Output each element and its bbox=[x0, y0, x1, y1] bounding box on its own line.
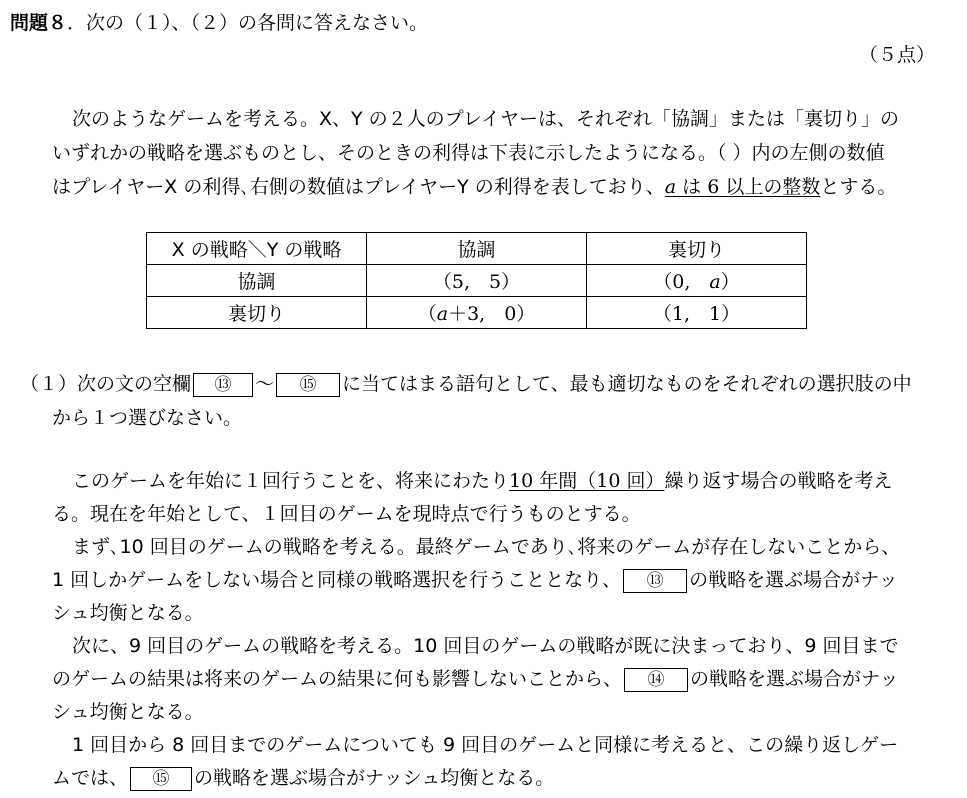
row-label-defect: 裏切り bbox=[147, 297, 367, 329]
body-p1-text-end: 繰り返す場合の戦略を考え bbox=[664, 470, 893, 492]
question-1-lead: （１）次の文の空欄 bbox=[20, 373, 192, 395]
payoff-defect-cooperate bbox=[367, 297, 587, 329]
intro-line-1: 次のようなゲームを考える。X、Y の２人のプレイヤーは、それぞれ「協調」または「裏切り」の bbox=[72, 108, 899, 130]
intro-line-3 bbox=[52, 174, 896, 200]
body-p3-text: のゲームの結果は将来のゲームの結果に何も影響しないことから、 bbox=[52, 668, 623, 690]
intro-line-2: いずれかの戦略を選ぶものとし、そのときの利得は下表に示したようになる。（ ）内の左側の数値 bbox=[52, 142, 885, 164]
intro-line-3-text: はプレイヤーX の利得､右側の数値はプレイヤーY の利得を表しており、 bbox=[52, 176, 665, 198]
payoff-defect-defect: （1, 1） bbox=[587, 297, 807, 329]
table-header-cooperate: 協調 bbox=[367, 233, 587, 265]
row-label-cooperate: 協調 bbox=[147, 265, 367, 297]
table-header-defect: 裏切り bbox=[587, 233, 807, 265]
intro-line-3-end: とする。 bbox=[820, 176, 897, 198]
question-1-line-2: から１つ選びなさい。 bbox=[52, 407, 243, 429]
body-p1-line-2: る。現在を年始として、１回目のゲームを現時点で行うものとする。 bbox=[52, 503, 641, 525]
body-p2-line-2 bbox=[52, 567, 898, 593]
blank-13-box: ⑬ bbox=[193, 373, 253, 397]
payoff-cd-prefix: （0, bbox=[653, 271, 710, 293]
body-p2-line-1: まず､10 回目のゲームの戦略を考える。最終ゲームであり､将来のゲームが存在しないことから、 bbox=[72, 536, 901, 558]
table-header-corner: X の戦略＼Y の戦略 bbox=[147, 233, 367, 265]
body-p3-line-2 bbox=[52, 666, 899, 692]
payoff-cd-suffix: ） bbox=[720, 271, 740, 293]
payoff-dc-a: a bbox=[436, 303, 449, 325]
problem-instruction: ．次の（１）、（２）の各問に答えなさい。 bbox=[67, 12, 429, 34]
body-p2-line-3: シュ均衡となる。 bbox=[52, 602, 204, 624]
question-1-line-1 bbox=[20, 371, 912, 397]
blank-13-box: ⑬ bbox=[623, 569, 687, 593]
problem-number: 問題８ bbox=[10, 12, 68, 34]
ten-years-phrase: 10 年間（10 回） bbox=[509, 470, 665, 492]
blank-15-box: ⑮ bbox=[130, 767, 192, 791]
body-p4-line-2 bbox=[52, 765, 554, 791]
tilde: ～ bbox=[255, 373, 275, 395]
blank-15-box: ⑮ bbox=[276, 373, 340, 397]
body-p4-text: ムでは、 bbox=[52, 767, 129, 789]
payoff-cooperate-cooperate: （5, 5） bbox=[367, 265, 587, 297]
body-p2-text: 1 回しかゲームをしない場合と同様の戦略選択を行うこととなり、 bbox=[52, 569, 622, 591]
body-p1-line-1 bbox=[72, 468, 892, 494]
body-p1-text: このゲームを年始に１回行うことを、将来にわたり bbox=[72, 470, 510, 492]
body-p3-text-end: の戦略を選ぶ場合がナッ bbox=[690, 668, 899, 690]
body-p2-text-end: の戦略を選ぶ場合がナッ bbox=[689, 569, 898, 591]
body-p3-line-1: 次に、9 回目のゲームの戦略を考える。10 回目のゲームの戦略が既に決まっており、9 回目まで bbox=[72, 635, 899, 657]
table-row bbox=[147, 297, 807, 329]
problem-title bbox=[10, 10, 428, 36]
body-p4-line-1: 1 回目から 8 回目までのゲームについても 9 回目のゲームと同様に考えると、この繰り返しゲー bbox=[72, 734, 899, 756]
integer-condition bbox=[665, 176, 821, 198]
table-row bbox=[147, 265, 807, 297]
question-1-rest: に当てはまる語句として、最も適切なものをそれぞれの選択肢の中 bbox=[342, 373, 912, 395]
payoff-table bbox=[146, 232, 807, 329]
payoff-dc-suffix: ＋3, 0） bbox=[448, 303, 536, 325]
variable-a: a bbox=[664, 176, 677, 198]
body-p4-text-end: の戦略を選ぶ場合がナッシュ均衡となる。 bbox=[194, 767, 555, 789]
payoff-cd-a: a bbox=[709, 271, 721, 293]
payoff-cooperate-defect bbox=[587, 265, 807, 297]
body-p3-line-3: シュ均衡となる。 bbox=[52, 701, 204, 723]
table-header-row bbox=[147, 233, 807, 265]
payoff-dc-prefix: （ bbox=[417, 303, 437, 325]
points-label: （５点） bbox=[858, 44, 935, 66]
blank-14-box: ⑭ bbox=[624, 668, 688, 692]
integer-condition-text: は 6 以上の整数 bbox=[676, 176, 821, 198]
